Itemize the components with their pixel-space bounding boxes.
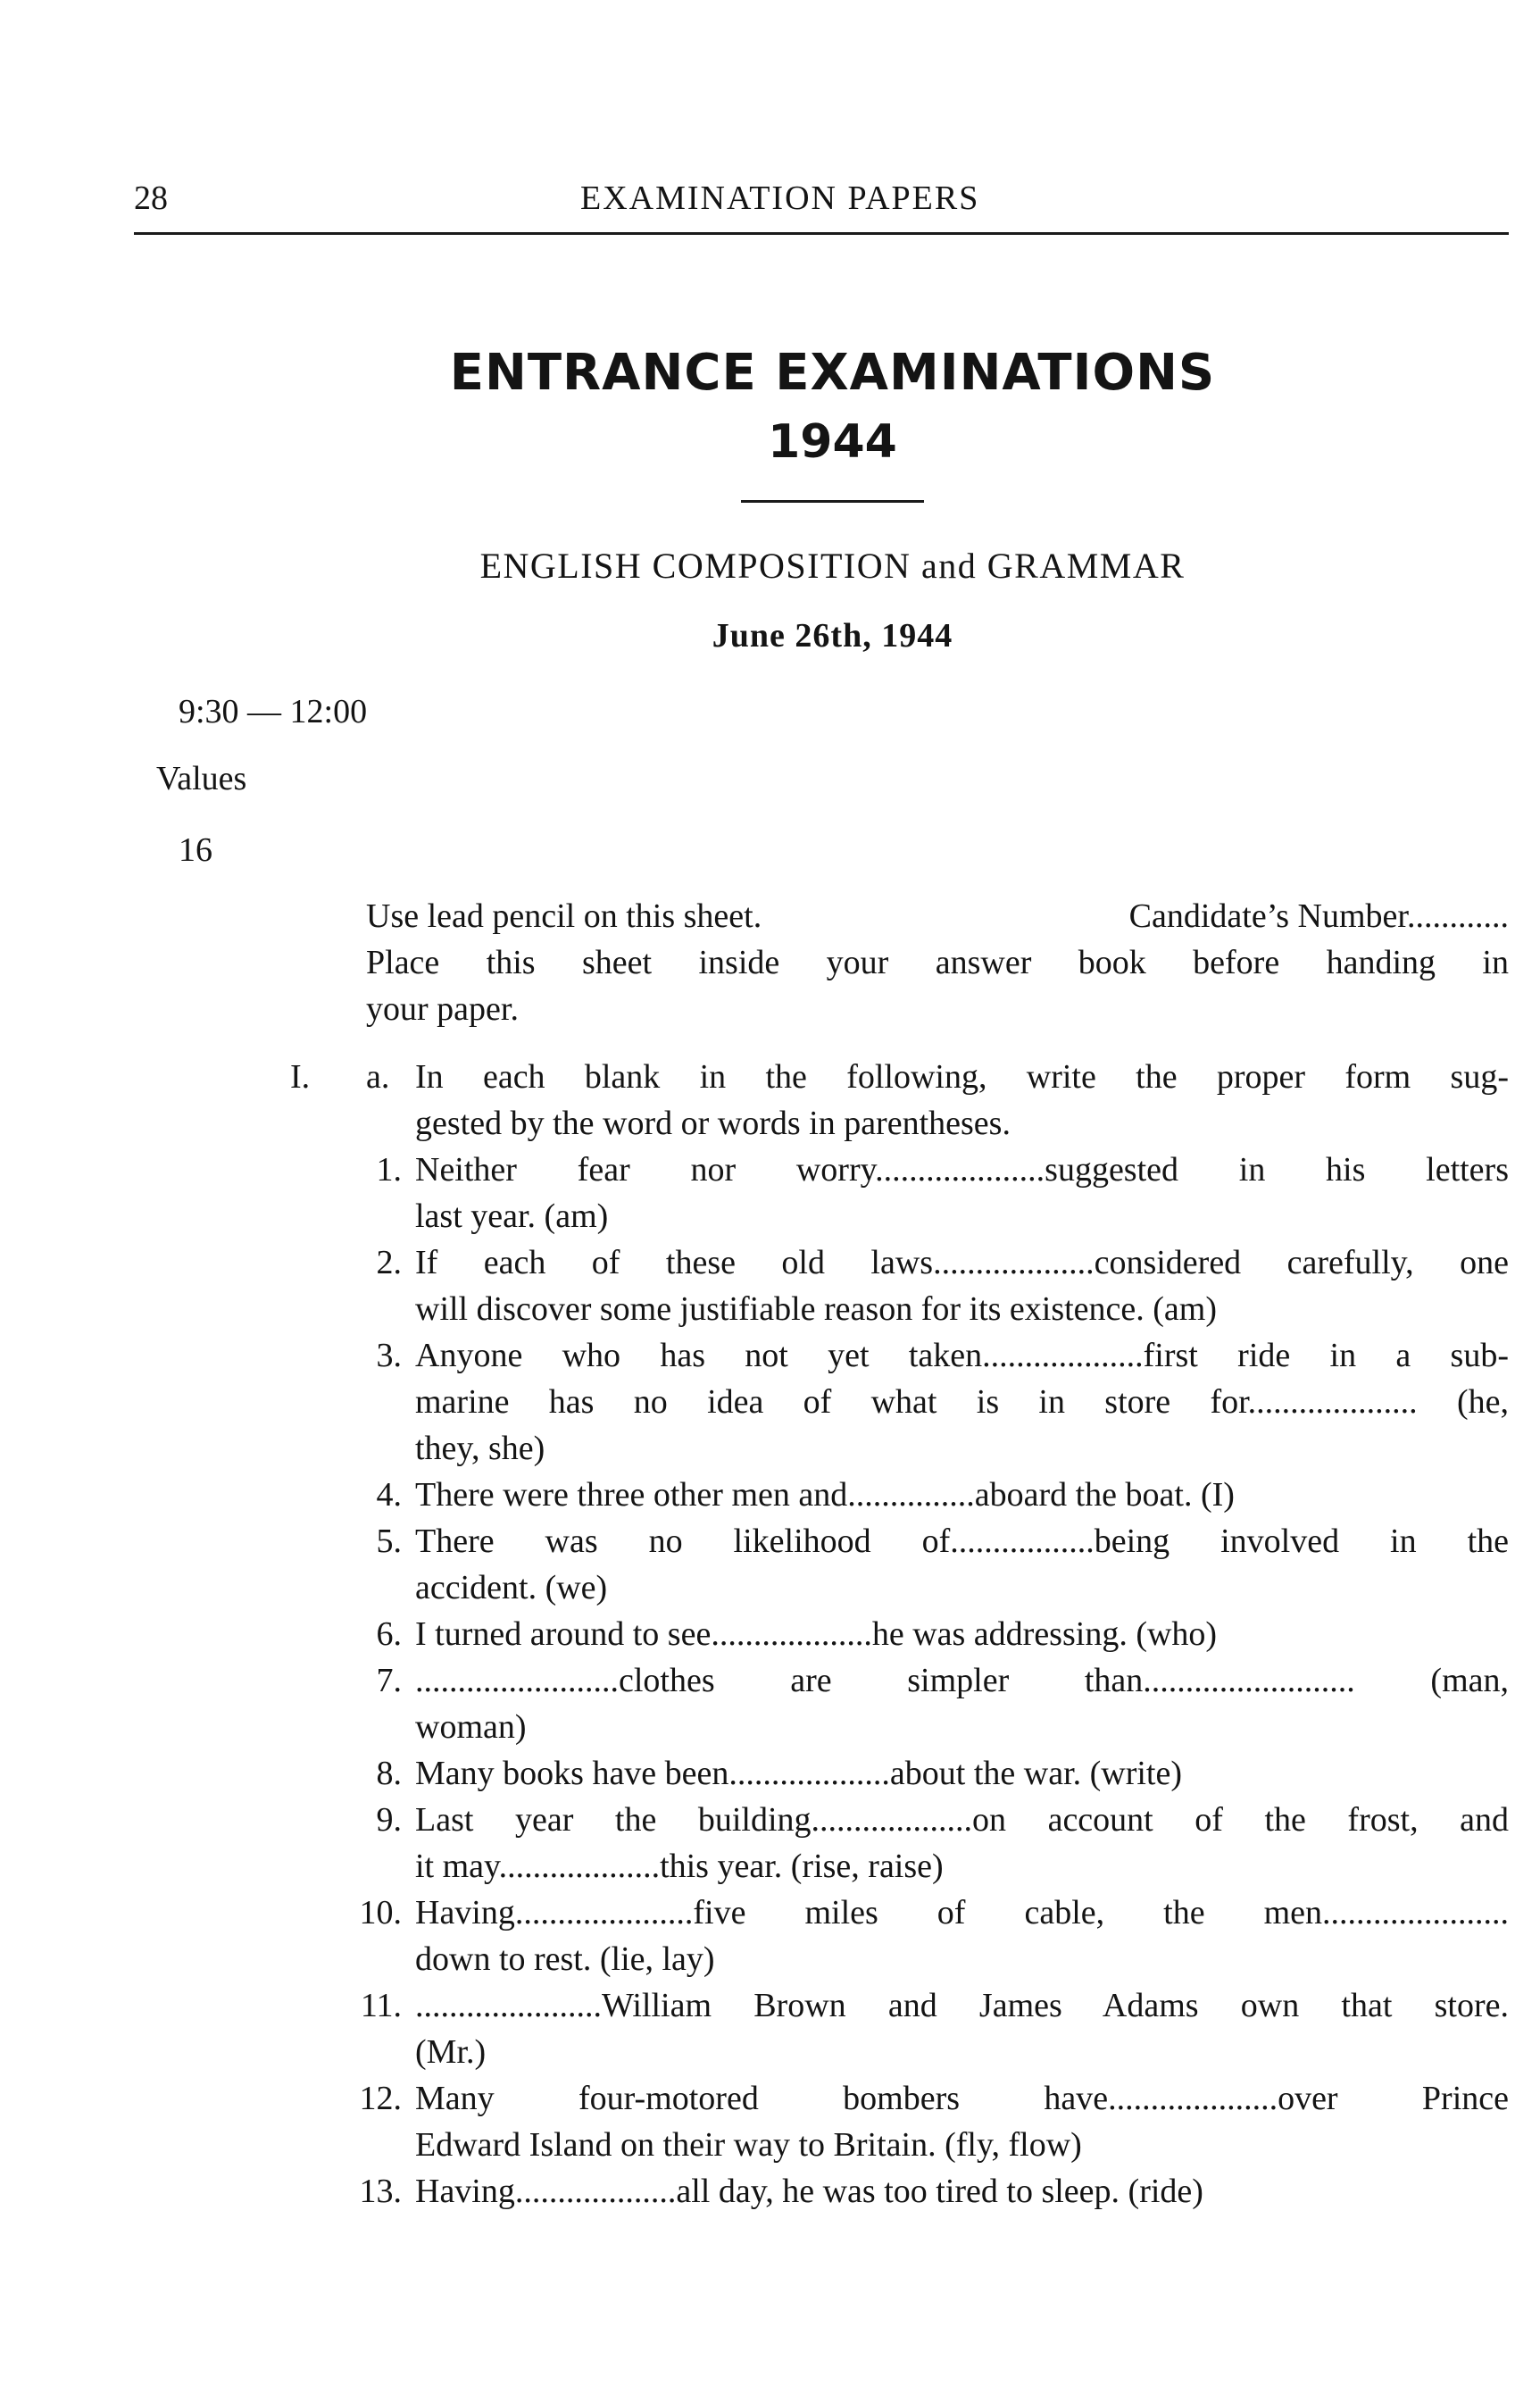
question-text (415, 1611, 1509, 1657)
question-item (290, 1657, 1509, 1750)
question-line: Having...................all day, he was too tired to sleep. (ride) (415, 2173, 1203, 2210)
exam-date: June 26th, 1944 (712, 617, 953, 655)
question-number: 10. (359, 1894, 402, 1931)
question-text (415, 2075, 1509, 2168)
question-item (290, 1611, 1509, 1657)
question-number: 11. (360, 1987, 402, 2024)
instruction-line: Place this sheet inside your answer book before handing in (366, 944, 1509, 981)
question-line: will discover some justifiable reason for its existence. (am) (415, 1290, 1218, 1328)
question-line: If each of these old laws...................considered carefully, one (415, 1244, 1509, 1281)
question-number: 13. (359, 2173, 402, 2210)
exam-time: 9:30 — 12:00 (179, 693, 368, 730)
section-instruction-line: gested by the word or words in parentheses. (415, 1105, 1011, 1142)
question-text (415, 1890, 1509, 1982)
section-instruction-line: In each blank in the following, write the proper form sug- (415, 1058, 1509, 1096)
question-text (415, 1239, 1509, 1332)
question-line: Last year the building...................on account of the frost, and (415, 1801, 1509, 1839)
question-line: There were three other men and...............aboard the boat. (I) (415, 1476, 1235, 1514)
question-item (290, 1890, 1509, 1982)
question-line: down to rest. (lie, lay) (415, 1940, 715, 1978)
section-letter: a. (366, 1058, 390, 1096)
instruction-line (366, 893, 1509, 939)
question-number: 12. (359, 2080, 402, 2117)
question-line: last year. (am) (415, 1197, 609, 1235)
question-line: Having.....................five miles of cable, the men...................... (415, 1894, 1509, 1931)
question-line: they, she) (415, 1430, 545, 1467)
question-text (415, 1518, 1509, 1611)
question-number: 2. (376, 1244, 402, 1281)
question-number: 1. (376, 1151, 402, 1189)
question-number: 6. (376, 1615, 402, 1653)
question-line: Neither fear nor worry....................suggested in his letters (415, 1151, 1509, 1189)
question-line: ........................clothes are simpler than......................... (man, (415, 1662, 1509, 1699)
header-rule (134, 232, 1509, 235)
question-item (290, 1518, 1509, 1611)
question-text (415, 1797, 1509, 1890)
question-number: 7. (376, 1662, 402, 1699)
candidate-number-field: Candidate’s Number............ (1128, 897, 1509, 935)
question-item (290, 2168, 1509, 2215)
question-text (415, 2168, 1509, 2215)
question-item (290, 1239, 1509, 1332)
question-line: There was no likelihood of.................being involved in the (415, 1523, 1509, 1560)
subject-heading: ENGLISH COMPOSITION and GRAMMAR (479, 546, 1186, 586)
title-rule (741, 500, 924, 503)
question-text (415, 1472, 1509, 1518)
section-one (290, 1054, 1509, 2215)
running-head (134, 179, 1509, 234)
question-text (415, 1750, 1509, 1797)
question-line: Anyone who has not yet taken...................first ride in a sub- (415, 1337, 1509, 1374)
section-instructions (415, 1054, 1509, 1147)
exam-year: 1944 (768, 415, 897, 469)
question-text (415, 1982, 1509, 2075)
question-item (290, 1750, 1509, 1797)
instructions (366, 893, 1509, 1032)
question-line: marine has no idea of what is in store for.................... (he, (415, 1383, 1509, 1421)
question-number: 8. (376, 1755, 402, 1792)
section-heading (290, 1054, 1509, 1147)
question-line: (Mr.) (415, 2033, 487, 2071)
question-number: 9. (376, 1801, 402, 1839)
values-label: Values (156, 760, 247, 797)
question-line: Many books have been...................about the war. (write) (415, 1755, 1183, 1792)
question-number: 5. (376, 1523, 402, 1560)
instruction-line: your paper. (366, 990, 519, 1028)
question-item (290, 1982, 1509, 2075)
question-line: Many four-motored bombers have....................over Prince (415, 2080, 1509, 2117)
question-number: 4. (376, 1476, 402, 1514)
question-text (415, 1147, 1509, 1239)
question-text (415, 1657, 1509, 1750)
section-roman-numeral: I. (290, 1058, 311, 1096)
question-line: accident. (we) (415, 1569, 608, 1606)
question-line: woman) (415, 1708, 527, 1746)
question-item (290, 1472, 1509, 1518)
question-item (290, 1147, 1509, 1239)
question-number: 3. (376, 1337, 402, 1374)
question-text (415, 1332, 1509, 1472)
running-title: EXAMINATION PAPERS (580, 179, 980, 217)
question-item (290, 1332, 1509, 1472)
question-list (290, 1147, 1509, 2215)
question-line: I turned around to see...................he was addressing. (who) (415, 1615, 1218, 1653)
exam-title: ENTRANCE EXAMINATIONS (449, 344, 1216, 402)
question-line: Edward Island on their way to Britain. (fly, flow) (415, 2126, 1082, 2164)
question-line: ......................William Brown and James Adams own that store. (415, 1987, 1509, 2024)
question-line: it may...................this year. (rise, raise) (415, 1848, 944, 1885)
question-item (290, 1797, 1509, 1890)
page-number: 28 (134, 179, 168, 217)
instruction-pencil: Use lead pencil on this sheet. (366, 897, 762, 935)
question-item (290, 2075, 1509, 2168)
section-value: 16 (179, 831, 212, 869)
